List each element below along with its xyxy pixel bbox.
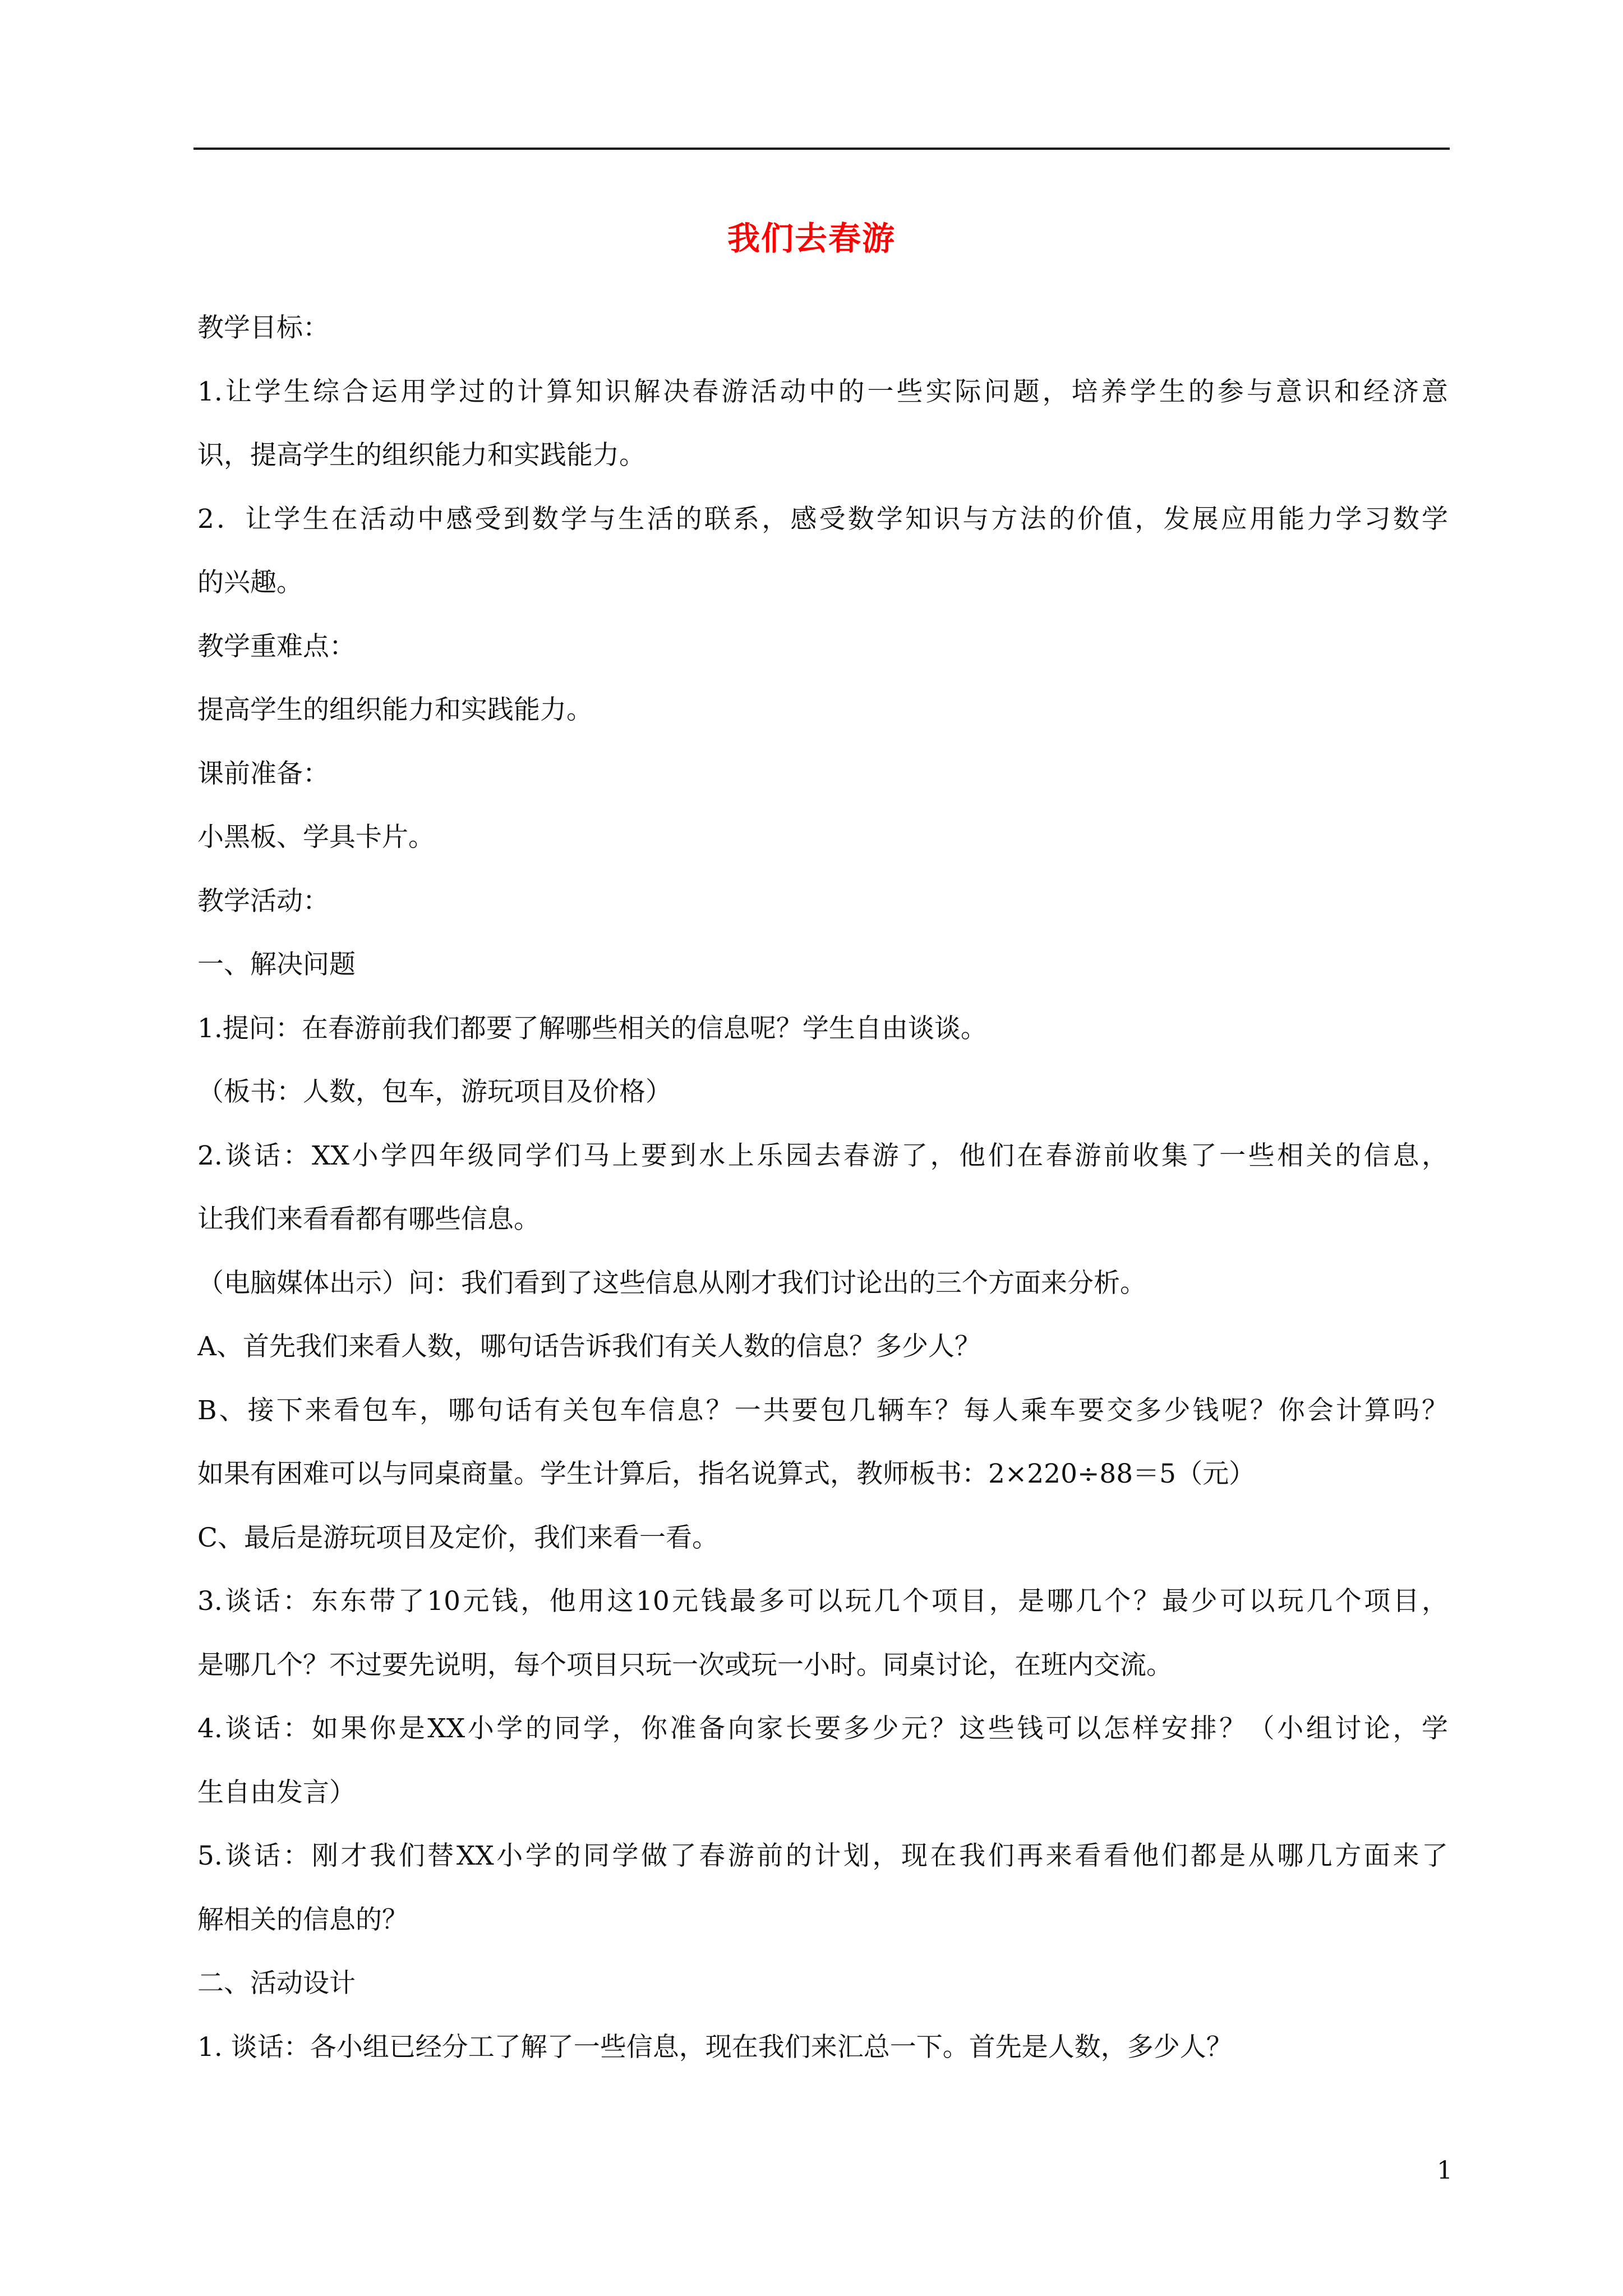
paragraph-line: 生自由发言） bbox=[197, 1777, 356, 1808]
subsection-heading: 二、活动设计 bbox=[197, 1968, 356, 1999]
section-heading-activities: 教学活动： bbox=[197, 885, 329, 917]
document-body bbox=[197, 296, 1448, 2079]
paragraph-line: 5.谈话：刚才我们替XX小学的同学做了春游前的计划，现在我们再来看看他们都是从哪几方面来了 bbox=[197, 1841, 1448, 1871]
paragraph-line: 是哪几个？不过要先说明，每个项目只玩一次或玩一小时。同桌讨论，在班内交流。 bbox=[197, 1649, 1173, 1681]
paragraph-line: 1. 谈话：各小组已经分工了解了一些信息，现在我们来汇总一下。首先是人数，多少人？ bbox=[197, 2031, 1233, 2063]
section-heading-preparation: 课前准备： bbox=[197, 758, 329, 789]
paragraph-line: 识，提高学生的组织能力和实践能力。 bbox=[197, 440, 645, 471]
paragraph-line: 小黑板、学具卡片。 bbox=[197, 822, 435, 853]
paragraph-line: （板书：人数，包车，游玩项目及价格） bbox=[197, 1076, 672, 1107]
section-heading-objectives: 教学目标： bbox=[197, 312, 329, 343]
paragraph-line: C、最后是游玩项目及定价，我们来看一看。 bbox=[197, 1522, 718, 1553]
paragraph-line: 提高学生的组织能力和实践能力。 bbox=[197, 694, 593, 725]
section-heading-key-points: 教学重难点： bbox=[197, 631, 356, 662]
paragraph-line: 3.谈话：东东带了10元钱，他用这10元钱最多可以玩几个项目，是哪几个？最少可以玩几个项目， bbox=[197, 1586, 1448, 1617]
paragraph-line: 如果有困难可以与同桌商量。学生计算后，指名说算式，教师板书：2×220÷88＝5（元） bbox=[197, 1458, 1256, 1489]
paragraph-line: 让我们来看看都有哪些信息。 bbox=[197, 1204, 540, 1235]
paragraph-line: 2.谈话：XX小学四年级同学们马上要到水上乐园去春游了，他们在春游前收集了一些相关的信息， bbox=[197, 1140, 1448, 1171]
subsection-heading: 一、解决问题 bbox=[197, 949, 356, 980]
page-number: 1 bbox=[1437, 2156, 1453, 2185]
paragraph-line: 的兴趣。 bbox=[197, 567, 303, 598]
paragraph-line: 1.让学生综合运用学过的计算知识解决春游活动中的一些实际问题，培养学生的参与意识和经济意 bbox=[197, 376, 1448, 407]
paragraph-line: 解相关的信息的？ bbox=[197, 1904, 408, 1935]
paragraph-line: （电脑媒体出示）问：我们看到了这些信息从刚才我们讨论出的三个方面来分析。 bbox=[197, 1267, 1146, 1299]
paragraph-line: B、接下来看包车，哪句话有关包车信息？一共要包几辆车？每人乘车要交多少钱呢？你会计算吗？ bbox=[197, 1395, 1448, 1426]
header-rule bbox=[193, 148, 1450, 150]
paragraph-line: 2．让学生在活动中感受到数学与生活的联系，感受数学知识与方法的价值，发展应用能力学习数学 bbox=[197, 503, 1448, 535]
document-title: 我们去春游 bbox=[727, 219, 896, 257]
paragraph-line: 4.谈话：如果你是XX小学的同学，你准备向家长要多少元？这些钱可以怎样安排？（小组讨论，学 bbox=[197, 1713, 1448, 1744]
paragraph-line: A、首先我们来看人数，哪句话告诉我们有关人数的信息？多少人？ bbox=[197, 1331, 981, 1362]
paragraph-line: 1.提问：在春游前我们都要了解哪些相关的信息呢？学生自由谈谈。 bbox=[197, 1013, 987, 1044]
